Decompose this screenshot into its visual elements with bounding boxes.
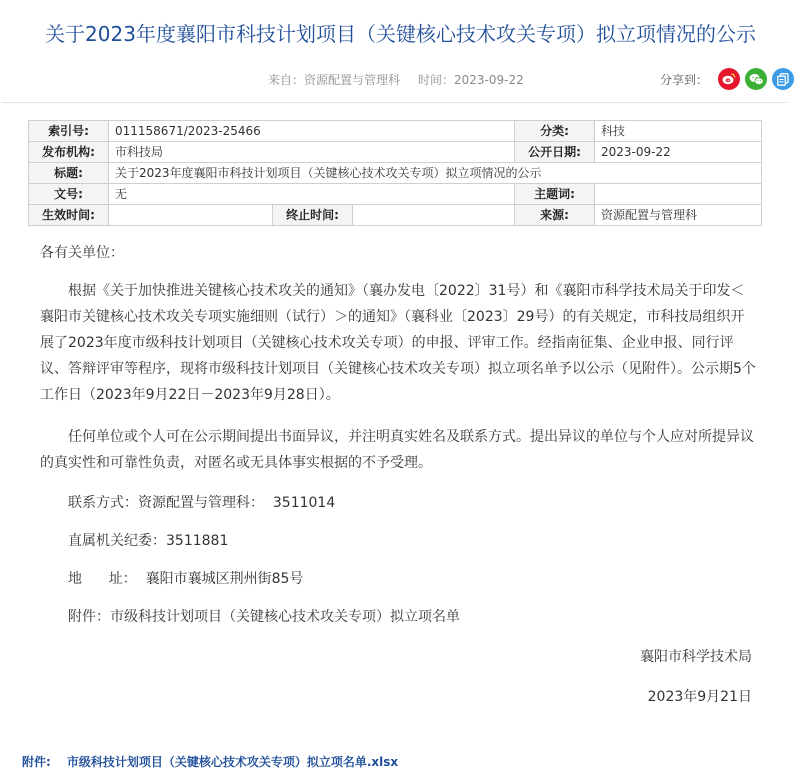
- origin-label: 来源:: [515, 205, 595, 226]
- attachment-file-link[interactable]: 市级科技计划项目（关键核心技术攻关专项）拟立项名单.xlsx: [66, 755, 399, 769]
- table-row: [29, 163, 762, 184]
- time-text: 时间：2023-09-22: [418, 73, 524, 87]
- paragraph-1: 根据《关于加快推进关键核心技术攻关的通知》（襄办发电〔2022〕31号）和《襄阳市科学技术局关于印发＜襄阳市关键核心技术攻关专项实施细则（试行）＞的通知》（襄科业〔2023〕29号）的有关规定，市科技局组织开展了2023年度市级科技计划项目（关键核心技术攻关专项）的申报、评审工作。经指南征集、企业申报、同行评议、答辩评审等程序，现将市级科技计划项目（关键核心技术攻关专项）拟立项名单予以公示（见附件）。公示期5个工作日（2023年9月22日－2023年9月28日）。: [40, 283, 756, 403]
- table-row: [29, 184, 762, 205]
- table-row: [29, 121, 762, 142]
- pubdate-label: 公开日期:: [515, 142, 595, 163]
- attachment-label: 附件:: [22, 755, 51, 769]
- index-value: 011158671/2023-25466: [109, 121, 515, 142]
- attachment-bar: [22, 752, 398, 772]
- share-bar: [660, 66, 799, 92]
- end-value: [353, 205, 515, 226]
- keyword-label: 主题词:: [515, 184, 595, 205]
- category-value: 科技: [595, 121, 762, 142]
- source-text: 来自：资源配置与管理科: [268, 73, 401, 87]
- docno-label: 文号:: [29, 184, 109, 205]
- address-line: 地 址： 襄阳市襄城区荆州街85号: [68, 571, 304, 587]
- discipline-line: 直属机关纪委：3511881: [68, 533, 229, 549]
- origin-value: 资源配置与管理科: [595, 205, 762, 226]
- pubdate-value: 2023-09-22: [595, 142, 762, 163]
- keyword-value: [595, 184, 762, 205]
- publisher-value: 市科技局: [109, 142, 515, 163]
- table-row: [29, 205, 762, 226]
- copy-icon[interactable]: [772, 68, 794, 90]
- effective-value: [109, 205, 273, 226]
- article-body: [40, 240, 758, 710]
- sign-date: 2023年9月21日: [647, 689, 752, 705]
- end-label: 终止时间:: [273, 205, 353, 226]
- effective-label: 生效时间:: [29, 205, 109, 226]
- share-label: 分享到：: [660, 72, 709, 87]
- index-label: 索引号:: [29, 121, 109, 142]
- docno-value: 无: [109, 184, 515, 205]
- meta-info: [268, 70, 524, 90]
- salutation: 各有关单位：: [40, 245, 124, 261]
- publisher-label: 发布机构:: [29, 142, 109, 163]
- table-row: [29, 142, 762, 163]
- document-info-table: [28, 120, 762, 226]
- paragraph-2: 任何单位或个人可在公示期间提出书面异议，并注明真实姓名及联系方式。提出异议的单位与个人应对所提异议的真实性和可靠性负责，对匿名或无具体事实根据的不予受理。: [40, 429, 754, 471]
- page-title: 关于2023年度襄阳市科技计划项目（关键核心技术攻关专项）拟立项情况的公示: [45, 22, 756, 46]
- subject-label: 标题:: [29, 163, 109, 184]
- contact-line: 联系方式：资源配置与管理科： 3511014: [68, 495, 336, 511]
- category-label: 分类:: [515, 121, 595, 142]
- attachment-note: 附件：市级科技计划项目（关键核心技术攻关专项）拟立项名单: [68, 609, 460, 625]
- subject-value: 关于2023年度襄阳市科技计划项目（关键核心技术攻关专项）拟立项情况的公示: [109, 163, 762, 184]
- wechat-icon[interactable]: [745, 68, 767, 90]
- header-divider: [2, 102, 787, 103]
- signature: 襄阳市科学技术局: [640, 649, 752, 665]
- weibo-icon[interactable]: [718, 68, 740, 90]
